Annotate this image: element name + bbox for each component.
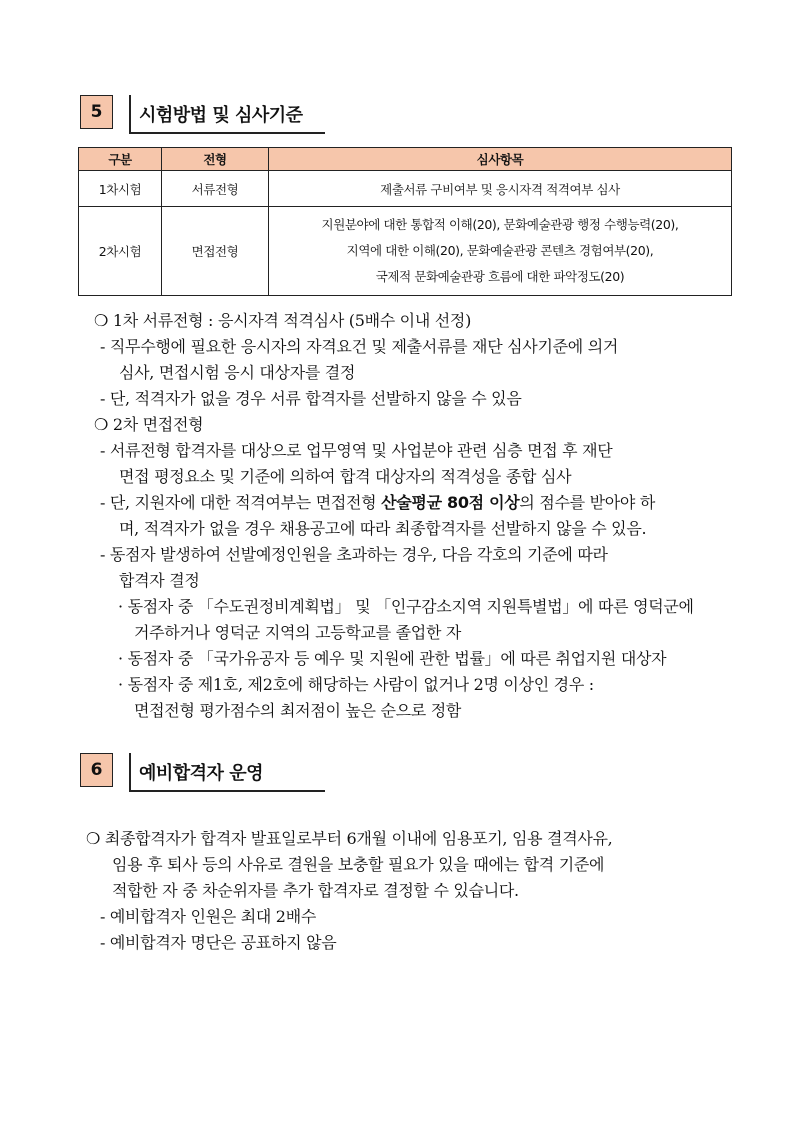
divider [129, 95, 131, 133]
table-header-row [79, 148, 732, 171]
divider [129, 753, 131, 791]
header-cell: 구분 [79, 148, 162, 171]
section-title: 예비합격자 운영 [139, 763, 263, 784]
dash-line: - 동점자 발생하여 선발예정인원을 초과하는 경우, 다음 각호의 기준에 따라 [100, 545, 608, 564]
section-title: 시험방법 및 심사기준 [139, 105, 303, 126]
type-cell: 면접전형 [162, 207, 269, 296]
dot-line: · 동점자 중 「국가유공자 등 예우 및 지원에 관한 법률」에 따른 취업지원 대상자 [118, 649, 667, 668]
dash-line: - 직무수행에 필요한 응시자의 자격요건 및 제출서류를 재단 심사기준에 의거 [100, 337, 619, 356]
items-cell: 제출서류 구비여부 및 응시자격 적격여부 심사 [269, 171, 732, 207]
dash-line: - 단, 적격자가 없을 경우 서류 합격자를 선발하지 않을 수 있음 [100, 389, 522, 408]
dot-line: · 동점자 중 제1호, 제2호에 해당하는 사람이 없거나 2명 이상인 경우 : [118, 675, 594, 694]
title-underline [129, 132, 325, 134]
text-part: - 단, 지원자에 대한 적격여부는 면접전형 [100, 493, 382, 512]
text-line: 심사, 면접시험 응시 대상자를 결정 [119, 363, 356, 382]
dash-line: - 예비합격자 명단은 공표하지 않음 [100, 933, 337, 952]
text-line: 거주하거나 영덕군 지역의 고등학교를 졸업한 자 [134, 623, 462, 642]
bullet-line: ❍ 2차 면접전형 [94, 415, 204, 434]
section-5-header [80, 95, 325, 135]
text-line: 며, 적격자가 없을 경우 채용공고에 따라 최종합격자를 선발하지 않을 수 있음. [119, 519, 647, 538]
type-cell: 서류전형 [162, 171, 269, 207]
item-line: 지역에 대한 이해(20), 문화예술관광 콘텐츠 경험여부(20), [346, 243, 654, 258]
text-line: 면접 평정요소 및 기준에 의하여 합격 대상자의 적격성을 종합 심사 [119, 467, 572, 486]
item-line: 국제적 문화예술관광 흐름에 대한 파악정도(20) [375, 269, 625, 284]
criteria-table [78, 147, 732, 296]
bullet-line: ❍ 1차 서류전형 : 응시자격 적격심사 (5배수 이내 선정) [94, 311, 472, 330]
text-part: 의 점수를 받아야 하 [519, 493, 656, 512]
dash-line: - 예비합격자 인원은 최대 2배수 [100, 907, 317, 926]
section-number: 5 [80, 95, 113, 129]
header-cell: 심사항목 [269, 148, 732, 171]
text-line: 합격자 결정 [119, 571, 200, 590]
dash-line [100, 490, 655, 513]
text-line: 적합한 자 중 차순위자를 추가 합격자로 결정할 수 있습니다. [112, 881, 519, 900]
table-row [79, 207, 732, 296]
text-line: 면접전형 평가점수의 최저점이 높은 순으로 정함 [134, 701, 462, 720]
bold-emphasis: 산술평균 80점 이상 [381, 493, 520, 512]
stage-cell: 1차시험 [79, 171, 162, 207]
text-line: 임용 후 퇴사 등의 사유로 결원을 보충할 필요가 있을 때에는 합격 기준에 [112, 855, 605, 874]
title-underline [129, 790, 325, 792]
section-6-header [80, 753, 325, 793]
stage-cell: 2차시험 [79, 207, 162, 296]
dash-line: - 서류전형 합격자를 대상으로 업무영역 및 사업분야 관련 심층 면접 후 재단 [100, 441, 613, 460]
dot-line: · 동점자 중 「수도권정비계획법」 및 「인구감소지역 지원특별법」에 따른 영덕군에 [118, 597, 694, 616]
item-line: 지원분야에 대한 통합적 이해(20), 문화예술관광 행정 수행능력(20), [321, 217, 679, 232]
items-cell [269, 207, 732, 296]
bullet-line: ❍ 최종합격자가 합격자 발표일로부터 6개월 이내에 임용포기, 임용 결격사유, [86, 829, 613, 848]
table-row [79, 171, 732, 207]
header-cell: 전형 [162, 148, 269, 171]
section-number: 6 [80, 753, 113, 787]
